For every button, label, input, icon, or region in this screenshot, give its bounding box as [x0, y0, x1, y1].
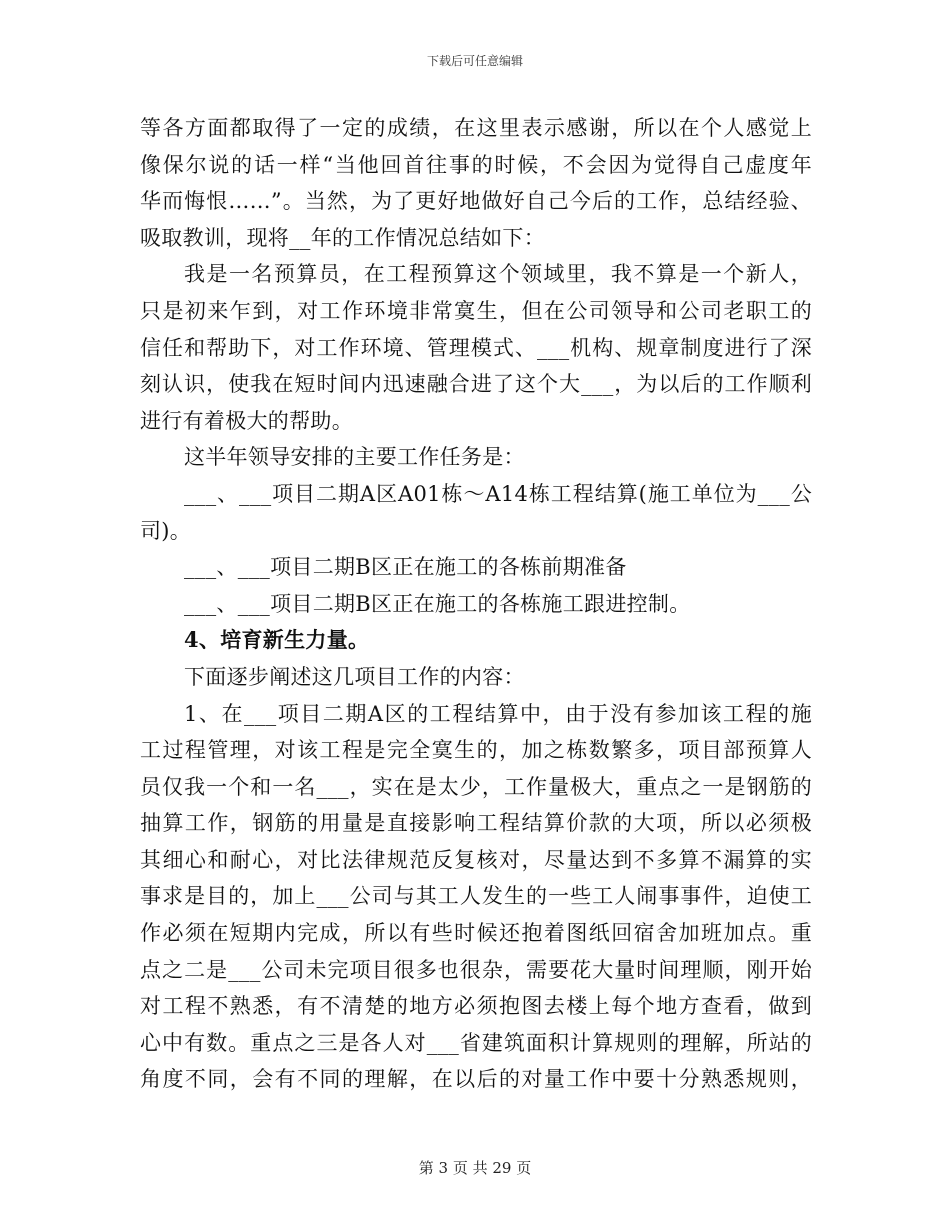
document-body — [140, 110, 812, 1098]
text-line: 像保尔说的话一样“当他回首往事的时候，不会因为觉得自己虚度年 — [140, 152, 812, 177]
text-line: 只是初来乍到，对工作环境非常寞生，但在公司领导和公司老职工的 — [140, 298, 812, 323]
text-line: 吸取教训，现将__年的工作情况总结如下： — [140, 225, 545, 250]
text-line: ___、___项目二期B区正在施工的各栋施工跟进控制。 — [184, 591, 691, 616]
text-line: 等各方面都取得了一定的成绩，在这里表示感谢，所以在个人感觉上 — [140, 116, 812, 140]
text-line: 员仅我一个和一名___，实在是太少，工作量极大，重点之一是钢筋的 — [140, 774, 812, 799]
text-line: 作必须在短期内完成，所以有些时候还抱着图纸回宿舍加班加点。重 — [140, 921, 812, 946]
page-number: 第 3 页 共 29 页 — [418, 1159, 532, 1177]
text-line: 这半年领导安排的主要工作任务是： — [184, 445, 525, 470]
page-header-note: 下载后可任意编辑 — [426, 54, 523, 68]
text-line: 下面逐步阐述这几项目工作的内容： — [184, 664, 525, 689]
text-line: 其细心和耐心，对比法律规范反复核对，尽量达到不多算不漏算的实 — [140, 847, 812, 872]
text-line: 事求是目的，加上___公司与其工人发生的一些工人闹事事件，迫使工 — [140, 884, 812, 909]
text-line: 点之二是___公司未完项目很多也很杂，需要花大量时间理顺，刚开始 — [140, 957, 812, 982]
text-line: 心中有数。重点之三是各人对___省建筑面积计算规则的理解，所站的 — [140, 1030, 812, 1055]
text-line: 角度不同，会有不同的理解，在以后的对量工作中要十分熟悉规则， — [140, 1067, 812, 1092]
text-line: 抽算工作，钢筋的用量是直接影响工程结算价款的大项，所以必须极 — [140, 811, 812, 836]
text-line: 信任和帮助下，对工作环境、管理模式、___机构、规章制度进行了深 — [140, 335, 812, 360]
text-line: 对工程不熟悉，有不清楚的地方必须抱图去楼上每个地方查看，做到 — [140, 994, 812, 1019]
text-line: 进行有着极大的帮助。 — [140, 408, 353, 433]
text-line: ___、___项目二期A区A01栋～A14栋工程结算(施工单位为___公 — [184, 481, 812, 506]
text-line: 华而悔恨……”。当然，为了更好地做好自己今后的工作，总结经验、 — [140, 189, 812, 214]
text-line: ___、___项目二期B区正在施工的各栋前期准备 — [184, 555, 627, 580]
section-heading: 4、培育新生力量。 — [184, 627, 370, 653]
text-line: 工过程管理，对该工程是完全寞生的，加之栋数繁多，项目部预算人 — [140, 738, 812, 763]
text-line: 我是一名预算员，在工程预算这个领域里，我不算是一个新人， — [184, 262, 812, 287]
text-line: 1、在___项目二期A区的工程结算中，由于没有参加该工程的施 — [184, 701, 812, 726]
text-line: 司)。 — [140, 518, 192, 543]
text-line: 刻认识，使我在短时间内迅速融合进了这个大___，为以后的工作顺利 — [140, 372, 812, 397]
